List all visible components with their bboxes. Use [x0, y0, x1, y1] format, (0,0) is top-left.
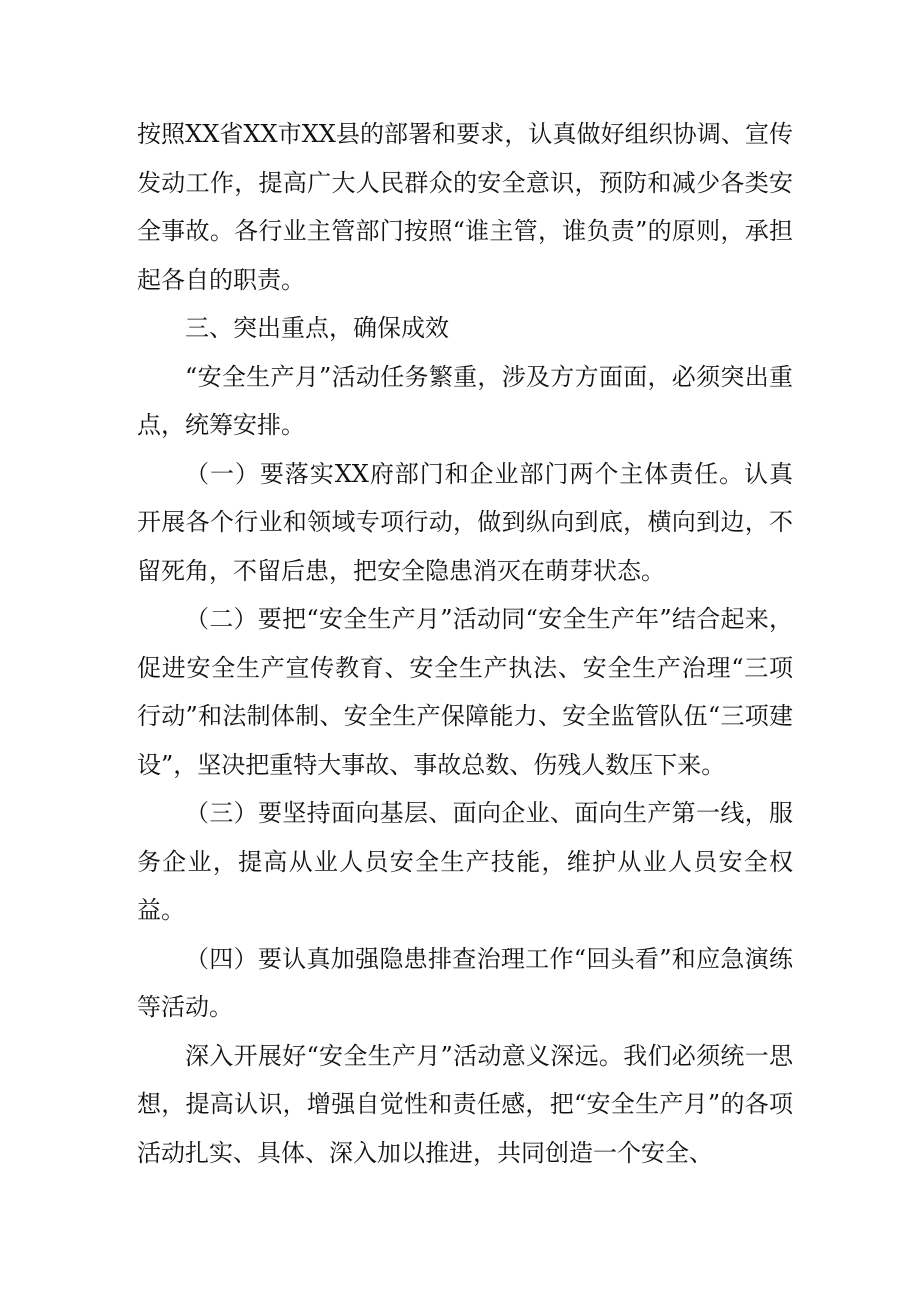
- paragraph-item-2: （二）要把“安全生产月”活动同“安全生产年”结合起来，促进安全生产宣传教育、安全生产执法、安全生产治理“三项行动”和法制体制、安全生产保障能力、安全监管队伍“三项建设”，坚决把重特大事故、事故总数、伤残人数压下来。: [137, 605, 793, 779]
- paragraph-closing: 深入开展好“安全生产月”活动意义深远。我们必须统一思想，提高认识，增强自觉性和责任感，把“安全生产月”的各项活动扎实、具体、深入加以推进，共同创造一个安全、: [137, 1041, 793, 1167]
- paragraph-intro: “安全生产月”活动任务繁重，涉及方方面面，必须突出重点，统筹安排。: [137, 362, 793, 439]
- paragraph-item-1: （一）要落实XX府部门和企业部门两个主体责任。认真开展各个行业和领域专项行动，做到纵向到底，横向到边，不留死角，不留后患，把安全隐患消灭在萌芽状态。: [137, 459, 793, 585]
- paragraph-continuation: 按照XX省XX市XX县的部署和要求，认真做好组织协调、宣传发动工作，提高广大人民群众的安全意识，预防和减少各类安全事故。各行业主管部门按照“谁主管，谁负责”的原则，承担起各自的职责。: [137, 120, 793, 294]
- document-page: [137, 110, 793, 1177]
- paragraph-item-3: （三）要坚持面向基层、面向企业、面向生产第一线，服务企业，提高从业人员安全生产技能，维护从业人员安全权益。: [137, 799, 793, 924]
- section-heading: 三、突出重点，确保成效: [185, 314, 449, 342]
- paragraph-item-4: （四）要认真加强隐患排查治理工作“回头看”和应急演练等活动。: [137, 944, 793, 1021]
